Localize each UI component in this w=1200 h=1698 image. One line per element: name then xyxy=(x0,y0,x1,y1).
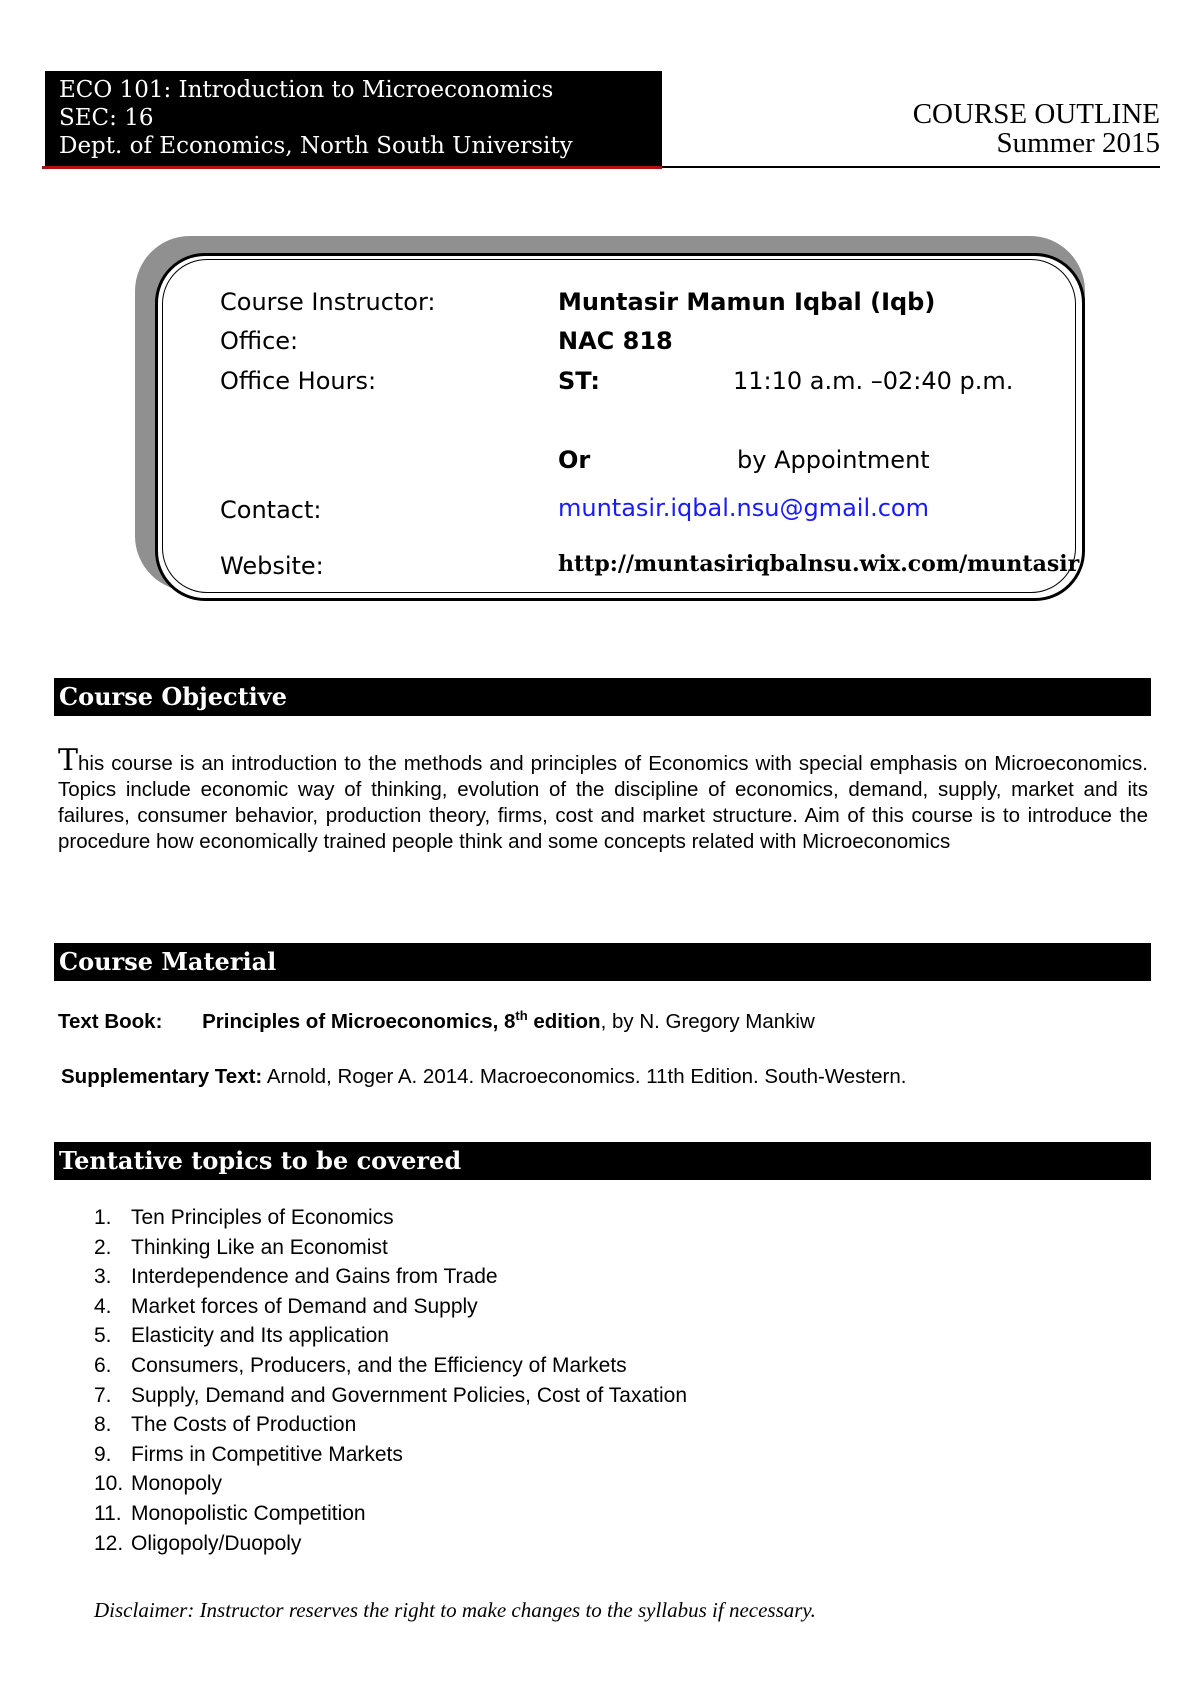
textbook-author: , by N. Gregory Mankiw xyxy=(600,1009,815,1033)
document-type: COURSE OUTLINE xyxy=(912,98,1160,130)
website-url[interactable]: http://muntasiriqbalnsu.wix.com/muntasir xyxy=(558,551,1080,577)
appointment-text: by Appointment xyxy=(737,446,930,474)
instructor-label: Course Instructor: xyxy=(220,288,436,316)
topic-number: 11. xyxy=(94,1501,122,1525)
instructor-name: Muntasir Mamun Iqbal (Iqb) xyxy=(558,288,936,316)
department: Dept. of Economics, North South University xyxy=(59,133,573,159)
list-item xyxy=(94,1351,687,1381)
objective-dropcap: T xyxy=(58,743,79,778)
section-heading-material: Course Material xyxy=(54,943,1151,981)
topic-text: Monopoly xyxy=(131,1472,223,1496)
list-item xyxy=(94,1499,687,1529)
list-item xyxy=(94,1440,687,1470)
course-header-box xyxy=(45,71,662,167)
topic-text: Interdependence and Gains from Trade xyxy=(131,1265,498,1289)
topic-number: 12. xyxy=(94,1531,124,1555)
topic-number: 3. xyxy=(94,1265,112,1289)
office-label: Office: xyxy=(220,327,299,355)
list-item xyxy=(94,1262,687,1292)
topic-text: Elasticity and Its application xyxy=(131,1324,389,1348)
website-label: Website: xyxy=(220,552,324,580)
objective-paragraph xyxy=(58,743,1148,855)
header-red-rule xyxy=(42,166,662,169)
office-hours-label: Office Hours: xyxy=(220,367,377,395)
topic-number: 1. xyxy=(94,1206,112,1229)
topic-number: 8. xyxy=(94,1413,112,1437)
list-item xyxy=(94,1292,687,1322)
topic-number: 9. xyxy=(94,1442,112,1466)
list-item xyxy=(94,1529,687,1559)
textbook-label: Text Book: xyxy=(58,1009,163,1033)
office-hours-time: 11:10 a.m. –02:40 p.m. xyxy=(733,367,1014,395)
topics-list xyxy=(94,1203,687,1558)
textbook-title: Principles of Microeconomics, 8th edition xyxy=(202,1008,601,1033)
supplementary-label: Supplementary Text: xyxy=(61,1065,263,1088)
topic-text: Supply, Demand and Government Policies, Cost of Taxation xyxy=(131,1383,688,1407)
term: Summer 2015 xyxy=(996,127,1160,159)
topic-number: 10. xyxy=(94,1472,124,1496)
list-item xyxy=(94,1321,687,1351)
office-hours-days: ST: xyxy=(558,367,600,395)
topic-text: Oligopoly/Duopoly xyxy=(131,1531,302,1555)
list-item xyxy=(94,1381,687,1411)
list-item xyxy=(94,1410,687,1440)
section-number: SEC: 16 xyxy=(59,105,154,131)
list-item xyxy=(94,1469,687,1499)
section-heading-objective: Course Objective xyxy=(54,678,1151,716)
contact-email-link[interactable]: muntasir.iqbal.nsu@gmail.com xyxy=(558,494,929,522)
topic-text: Firms in Competitive Markets xyxy=(131,1442,403,1466)
topic-text: Thinking Like an Economist xyxy=(131,1235,388,1259)
topic-number: 5. xyxy=(94,1324,112,1348)
topic-text: The Costs of Production xyxy=(131,1413,357,1437)
topic-text: Consumers, Producers, and the Efficiency of Markets xyxy=(131,1353,627,1377)
office-value: NAC 818 xyxy=(558,327,673,355)
list-item xyxy=(94,1233,687,1263)
supplementary-row xyxy=(61,1065,906,1089)
topic-number: 2. xyxy=(94,1235,112,1259)
objective-text: his course is an introduction to the methods and principles of Economics with special emphasis on Microeconomics. Topics include economic way of thinking, evolution of the discipline of economics, demand, supply, market and its failures, consumer behavior, production theory, firms, cost and market structure. Aim of this course is to introduce the procedure how economically trained people think and some concepts related with Microeconomics xyxy=(58,752,1148,853)
topic-text: Monopolistic Competition xyxy=(131,1501,366,1525)
or-label: Or xyxy=(558,446,591,474)
contact-label: Contact: xyxy=(220,496,322,524)
textbook-row xyxy=(58,1008,815,1034)
topic-number: 7. xyxy=(94,1383,112,1407)
topic-number: 4. xyxy=(94,1294,112,1318)
topic-text: Ten Principles of Economics xyxy=(131,1206,394,1229)
topic-number: 6. xyxy=(94,1353,112,1377)
document-type-block xyxy=(913,100,1160,158)
disclaimer: Disclaimer: Instructor reserves the right to make changes to the syllabus if necessary. xyxy=(94,1598,816,1622)
header-rule xyxy=(662,166,1160,168)
course-title: ECO 101: Introduction to Microeconomics xyxy=(59,77,554,103)
list-item xyxy=(94,1203,687,1233)
topic-text: Market forces of Demand and Supply xyxy=(131,1294,478,1318)
supplementary-text: Arnold, Roger A. 2014. Macroeconomics. 11th Edition. South-Western. xyxy=(262,1065,907,1088)
section-heading-topics: Tentative topics to be covered xyxy=(54,1142,1151,1180)
